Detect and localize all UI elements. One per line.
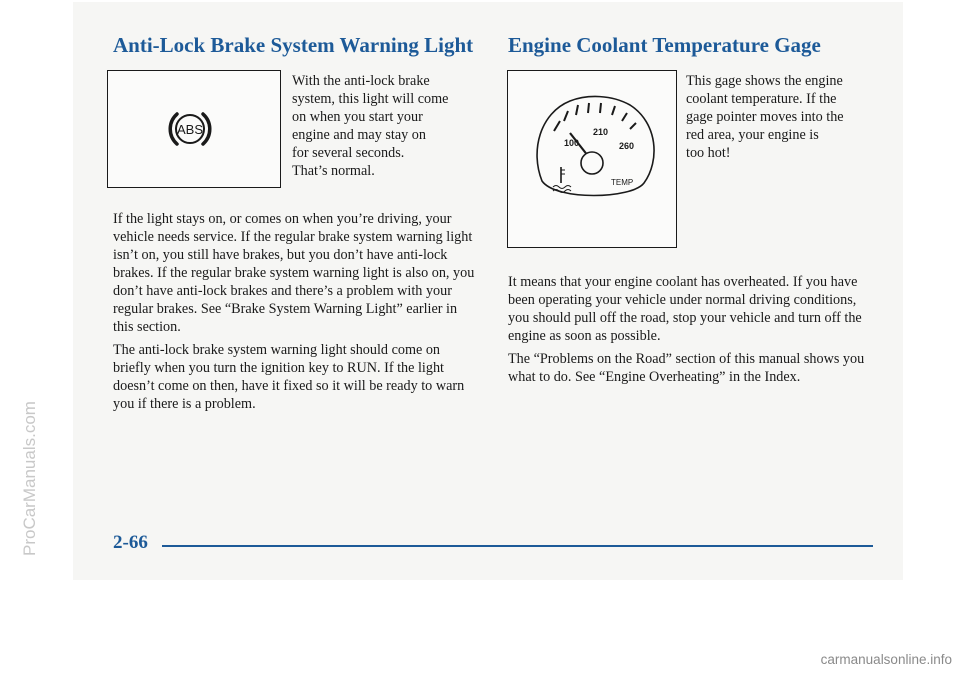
gauge-label-mid: 210 [593, 127, 609, 137]
coolant-gauge-figure [507, 70, 677, 248]
watermark-text: ProCarManuals.com [20, 401, 39, 556]
abs-icon-label: ABS [176, 122, 204, 137]
abs-intro: With the anti-lock brake system, this light will come on when you start your engine and may stay on for several seconds. That’s normal. [292, 73, 449, 179]
gauge-label-temp: TEMP [611, 178, 634, 187]
abs-heading: Anti-Lock Brake System Warning Light [113, 33, 474, 57]
coolant-gauge-icon [508, 71, 676, 247]
abs-light-icon [108, 71, 280, 187]
abs-body [113, 210, 478, 418]
abs-paragraph: If the light stays on, or comes on when you’re driving, your vehicle needs service. If the regular brake system warning light isn’t on, you still have brakes, but you don’t have anti-lock brakes. If the regular brake system warning light is also on, you don’t have anti-lock brakes and there’s a problem with your regular brakes. See “Brake System Warning Light” earlier in this section. [113, 211, 475, 335]
page-number: 2-66 [113, 532, 148, 553]
coolant-paragraph: The “Problems on the Road” section of this manual shows you what to do. See “Engine Overheating” in the Index. [508, 351, 865, 385]
thermometer-icon [553, 167, 571, 193]
abs-paragraph: The anti-lock brake system warning light should come on briefly when you turn the ignition key to RUN. If the light doesn’t come on then, have it fixed so it will be ready to warn you if there is a problem. [113, 342, 465, 412]
coolant-heading: Engine Coolant Temperature Gage [508, 33, 821, 57]
gauge-label-high: 260 [619, 141, 635, 151]
coolant-intro: This gage shows the engine coolant temperature. If the gage pointer moves into the red area, your engine is too hot! [686, 73, 844, 161]
gauge-label-low: 100 [564, 138, 580, 148]
footer-rule [162, 545, 873, 547]
footer-site: carmanualsonline.info [820, 652, 952, 667]
coolant-body [508, 273, 873, 391]
watermark [0, 0, 39, 575]
abs-warning-figure [107, 70, 281, 188]
coolant-paragraph: It means that your engine coolant has overheated. If you have been operating your vehicle under normal driving conditions, you should pull off the road, stop your vehicle and turn off the engine as soon as possible. [508, 274, 862, 344]
